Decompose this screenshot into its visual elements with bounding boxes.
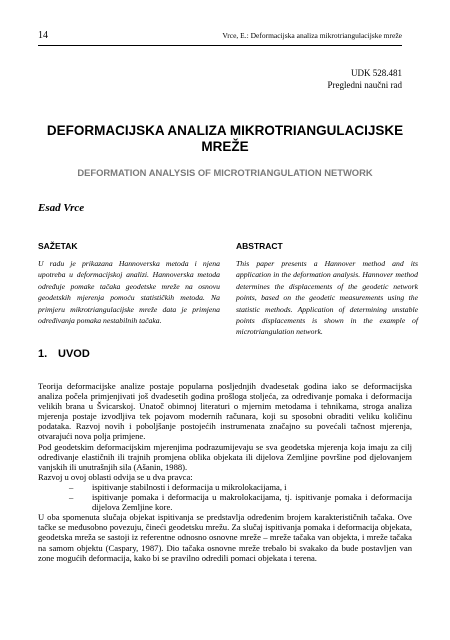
body-text — [38, 381, 412, 563]
running-head: Vrce, E.: Deformacijska analiza mikrotriangulacijske mreže — [222, 31, 402, 40]
abstract-text: This paper presents a Hannover method and its application in the deformation analysis. Hannover method determines the displacements of the geodetic network points, based on the geodetic measurements using the statistic methods. Application of determining unstable points displacements is shown in the example of microtriangulation network. — [236, 259, 418, 337]
bullet-dash: – — [69, 481, 74, 492]
paper-type: Pregledni naučni rad — [327, 80, 402, 90]
paragraph-2: Pod geodetskim deformacijskim mjerenjima podrazumijevaju se sva geodetska mjerenja koja imaju za cilj određivanje elastičnih ili trajnih promjena oblika objekata ili dijelova Zemljine površine pod djelovanjem vanjskih ili unutrašnjih sila (Ašanin, 1988). — [38, 441, 412, 472]
bullet-dash: – — [69, 492, 74, 503]
section-heading — [38, 348, 90, 360]
paragraph-1: Teorija deformacijske analize postaje popularna posljednjih dvadesetak godina iako se deformacijska analiza počela primjenjivati još dvadesetih godina prošloga stoljeća, za određivanje pomaka i deformacija velikih brana u Švicarskoj. Unatoč obimnoj literaturi o mjernim metodama i tehnikama, stroga analiza mjerenja postaje izvodljiva tek pojavom modernih računara, koji su sposobni obraditi veliku količinu podataka. Razvoj novih i poboljšanje postojećih instrumenata značajno su povećali tačnost mjerenja, otvarajući nova polja primjene. — [38, 381, 412, 442]
page-number: 14 — [38, 30, 48, 41]
sazetak-heading: SAŽETAK — [38, 241, 78, 251]
bullet-text: ispitivanje stabilnosti i deformacija u mikrolokacijama, i — [92, 481, 287, 492]
section-title: UVOD — [58, 348, 90, 360]
abstract-heading: ABSTRACT — [236, 241, 283, 251]
bullet-item — [38, 482, 412, 492]
paper-subtitle: DEFORMATION ANALYSIS OF MICROTRIANGULATION NETWORK — [77, 167, 373, 178]
paragraph-3: Razvoj u ovoj oblasti odvija se u dva pravca: — [38, 471, 193, 482]
section-number: 1. — [38, 348, 48, 360]
classification-block — [328, 67, 402, 91]
bullet-item — [38, 492, 412, 512]
sazetak-text: U radu je prikazana Hannoverska metoda i njena upotreba u deformacijskoj analizi. Hannoverska metoda određuje pomake tačaka geodetske mreže na osnovu geodetskih mjerenja pomoću statističkih metoda. Na primjeru mikrotriangulacijske mreže data je primjena određivanja pomaka nestabilnih tačaka. — [38, 259, 220, 326]
bullet-list — [38, 482, 412, 512]
author-name: Esad Vrce — [38, 202, 85, 214]
paragraph-4: U oba spomenuta slučaja objekat ispitivanja se predstavlja određenim brojem karakterističnih tačaka. Ove tačke se međusobno povezuju, čineći geodetsku mrežu. Za slučaj ispitivanja pomaka i deformacija objekata, geodetska mreža se sastoji iz referentne odnosno osnovne mreže – mreže tačaka van objekta, i mreže tačaka na samom objektu (Caspary, 1987). Dio tačaka osnovne mreže trebalo bi svakako da bude postavljen van zone mogućih deformacija, kako bi se pravilno odredili pomaci objekata i terena. — [38, 512, 412, 563]
paper-title: DEFORMACIJSKA ANALIZA MIKROTRIANGULACIJSKE MREŽE — [46, 123, 404, 154]
udk-code: UDK 528.481 — [351, 68, 402, 78]
bullet-text: ispitivanje pomaka i deformacija u makrolokacijama, tj. ispitivanje pomaka i deformacija dijelova Zemljine kore. — [92, 492, 412, 513]
page-header — [38, 28, 402, 46]
